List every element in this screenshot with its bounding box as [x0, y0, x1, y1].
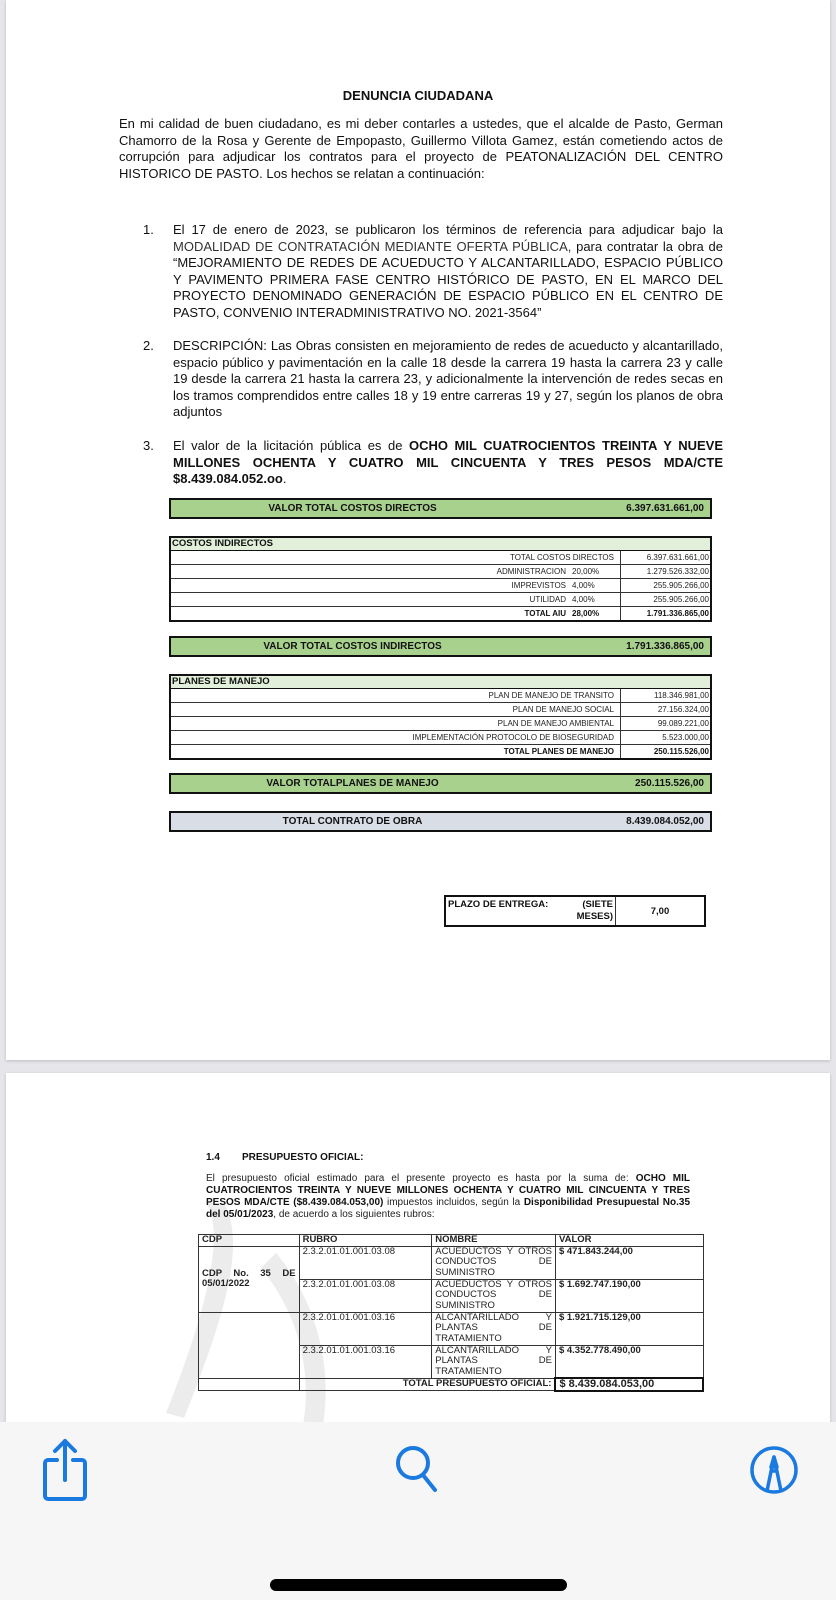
row-value: 27.156.324,00 [620, 703, 710, 716]
nombre-cell: ACUEDUCTOS Y OTROS CONDUCTOS DE SUMINISTRO [432, 1279, 556, 1312]
plazo-entrega-box [444, 895, 706, 927]
plazo-note-line2: MESES) [576, 911, 613, 922]
share-button[interactable] [40, 1442, 90, 1498]
search-icon [393, 1442, 443, 1498]
rubro-cell: 2.3.2.01.01.001.03.16 [299, 1312, 432, 1345]
rubro-cell: 2.3.2.01.01.001.03.08 [299, 1246, 432, 1279]
list-number: 1. [143, 222, 154, 237]
plazo-value: 7,00 [650, 905, 670, 917]
planes-manejo-bar [169, 773, 712, 794]
row-label: ADMINISTRACION [496, 567, 566, 576]
bar-value: 1.791.336.865,00 [626, 641, 704, 652]
costos-indirectos-bar [169, 636, 712, 657]
row-label: TOTAL COSTOS DIRECTOS [509, 553, 614, 562]
table-header: COSTOS INDIRECTOS [171, 538, 710, 551]
column-header-nombre: NOMBRE [432, 1235, 556, 1247]
nombre-cell: ALCANTARILLADO Y PLANTAS DE TRATAMIENTO [432, 1345, 556, 1378]
bar-label: TOTAL CONTRATO DE OBRA [282, 816, 423, 827]
nombre-cell: ALCANTARILLADO Y PLANTAS DE TRATAMIENTO [432, 1312, 556, 1345]
total-value: $ 8.439.084.053,00 [555, 1378, 703, 1391]
list-number: 3. [143, 438, 154, 453]
row-value: 118.346.981,00 [620, 689, 710, 702]
valor-cell: $ 1.692.747.190,00 [555, 1279, 703, 1312]
bar-label: VALOR TOTAL COSTOS DIRECTOS [268, 503, 437, 514]
section-number: 1.4 [206, 1152, 220, 1163]
row-value: 255.905.266,00 [620, 593, 710, 606]
table-total-row [171, 745, 710, 758]
total-empty-cell [199, 1378, 300, 1391]
total-contrato-bar [169, 811, 712, 832]
table-total-row [199, 1378, 704, 1391]
cdp-cell-empty [199, 1312, 300, 1378]
table-row [171, 551, 710, 565]
row-label: PLAN DE MANEJO DE TRANSITO [488, 691, 614, 700]
rubro-cell: 2.3.2.01.01.001.03.08 [299, 1279, 432, 1312]
paragraph-cdp-ref: Disponibilidad Presupuestal No.35 del 05/01/2023 [206, 1197, 691, 1220]
row-percent: 28,00% [572, 609, 600, 618]
costos-indirectos-table [169, 536, 712, 622]
plazo-note-line1: (SIETE [582, 899, 613, 910]
markup-button[interactable] [749, 1442, 799, 1498]
table-total-row [171, 607, 710, 620]
table-row [171, 703, 710, 717]
column-header-cdp: CDP [199, 1235, 300, 1247]
table-row [171, 717, 710, 731]
document-page-1 [6, 0, 830, 1060]
list-item-3 [143, 438, 723, 488]
bar-value: 8.439.084.052,00 [626, 816, 704, 827]
item-text-amount: OCHO MIL CUATROCIENTOS TREINTA Y NUEVE MILLONES OCHENTA Y CUATRO MIL CINCUENTA Y TRES PESOS MDA/CTE $8.439.084.052.oo [173, 438, 723, 486]
row-value: 250.115.526,00 [620, 745, 710, 758]
rubro-cell: 2.3.2.01.01.001.03.16 [299, 1345, 432, 1378]
table-row [199, 1312, 704, 1345]
section-title: PRESUPUESTO OFICIAL: [242, 1152, 364, 1163]
presupuesto-paragraph [206, 1173, 690, 1221]
plazo-label: PLAZO DE ENTREGA: [448, 899, 549, 910]
row-value: 1.279.526.332,00 [620, 565, 710, 578]
list-item-1 [143, 222, 723, 321]
markup-pen-icon [749, 1445, 799, 1495]
valor-cell: $ 1.921.715.129,00 [555, 1312, 703, 1345]
row-label: TOTAL AIU [524, 609, 566, 618]
intro-paragraph: En mi calidad de buen ciudadano, es mi deber contarles a ustedes, que el alcalde de Pasto, German Chamorro de la Rosa y Gerente de Empopasto, Guillermo Villota Gamez, están cometiendo actos de corrupción para adjudicar los contratos para el proyecto de PEATONALIZACIÓN DEL CENTRO HISTORICO DE PASTO. Los hechos se relatan a continuación: [119, 116, 723, 181]
row-label: UTILIDAD [529, 595, 566, 604]
item-text-modalidad: MODALIDAD DE CONTRATACIÓN MEDIANTE OFERTA PÚBLICA, [173, 238, 572, 254]
bottom-toolbar [0, 1422, 836, 1600]
row-label: PLAN DE MANEJO AMBIENTAL [497, 719, 614, 728]
search-button[interactable] [393, 1442, 443, 1498]
total-label: TOTAL PRESUPUESTO OFICIAL: [299, 1378, 555, 1391]
document-page-2 [6, 1073, 830, 1433]
column-header-rubro: RUBRO [299, 1235, 432, 1247]
row-percent: 4,00% [572, 581, 595, 590]
row-percent: 20,00% [572, 567, 600, 576]
planes-manejo-table [169, 674, 712, 760]
document-title: DENUNCIA CIUDADANA [342, 88, 494, 103]
row-value: 5.523.000,00 [620, 731, 710, 744]
table-row [171, 593, 710, 607]
paragraph-amount: OCHO MIL CUATROCIENTOS TREINTA Y NUEVE MILLONES OCHENTA Y CUATRO MIL CINCUENTA Y TRES PESOS MDA/CTE ($8.439.084.053,00) [206, 1173, 691, 1208]
row-label: IMPLEMENTACIÓN PROTOCOLO DE BIOSEGURIDAD [412, 733, 614, 742]
row-value: 1.791.336.865,00 [620, 607, 710, 620]
table-row [199, 1246, 704, 1279]
list-number: 2. [143, 338, 154, 353]
list-item-2 [143, 338, 723, 421]
item-text: . [282, 471, 287, 486]
row-value: 99.089.221,00 [620, 717, 710, 730]
section-heading [206, 1152, 364, 1163]
table-row [171, 731, 710, 745]
row-value: 6.397.631.661,00 [620, 551, 710, 564]
column-header-valor: VALOR [555, 1235, 703, 1247]
row-label: PLAN DE MANEJO SOCIAL [512, 705, 614, 714]
costos-directos-bar [169, 498, 712, 519]
cdp-cell: CDP No. 35 DE 05/01/2022 [199, 1246, 300, 1312]
item-text: para contratar la obra de “MEJORAMIENTO DE REDES DE ACUEDUCTO Y ALCANTARILLADO, ESPACIO PÚBLICO Y PAVIMENTO PRIMERA FASE CENTRO HISTÓRICO DE PASTO, EN EL MARCO DEL PROYECTO DENOMINADO GENERACIÓN DE ESPACIO PÚBLICO EN EL CENTRO DE PASTO, CONVENIO INTERADMINISTRATIVO NO. 2021-3564” [173, 238, 723, 320]
share-icon [40, 1438, 90, 1502]
bar-value: 250.115.526,00 [635, 778, 704, 789]
row-value: 255.905.266,00 [620, 579, 710, 592]
table-row [171, 565, 710, 579]
valor-cell: $ 4.352.778.490,00 [555, 1345, 703, 1378]
table-row [171, 579, 710, 593]
valor-cell: $ 471.843.244,00 [555, 1246, 703, 1279]
bar-label: VALOR TOTAL COSTOS INDIRECTOS [263, 641, 442, 652]
bar-value: 6.397.631.661,00 [626, 503, 704, 514]
home-indicator[interactable] [270, 1579, 567, 1591]
table-row [171, 689, 710, 703]
row-label: IMPREVISTOS [511, 581, 566, 590]
table-header: PLANES DE MANEJO [171, 676, 710, 689]
bar-label: VALOR TOTALPLANES DE MANEJO [266, 778, 439, 789]
nombre-cell: ACUEDUCTOS Y OTROS CONDUCTOS DE SUMINISTRO [432, 1246, 556, 1279]
item-text: DESCRIPCIÓN: Las Obras consisten en mejoramiento de redes de acueducto y alcantarillado, espacio público y pavimentación en la calle 18 desde la carrera 19 hasta la carrera 23 y calle 19 desde la carrera 21 hasta la carrera 23, y adicionalmente la intervención de redes secas en los tramos comprendidos entre calles 18 y 19 entre carreras 19 y 27, según los planos de obra adjuntos [173, 338, 723, 419]
plazo-note [577, 899, 613, 923]
item-text: El 17 de enero de 2023, se publicaron los términos de referencia para adjudicar bajo la [173, 222, 723, 237]
item-text: El valor de la licitación pública es de [173, 438, 409, 453]
paragraph-text: El presupuesto oficial estimado para el presente proyecto es hasta por la suma de: [206, 1173, 636, 1184]
presupuesto-table [198, 1234, 704, 1392]
paragraph-text: , de acuerdo a los siguientes rubros: [273, 1209, 435, 1220]
row-label: TOTAL PLANES DE MANEJO [503, 747, 614, 756]
paragraph-text: impuestos incluidos, según la [383, 1197, 524, 1208]
row-percent: 4,00% [572, 595, 595, 604]
table-header-row [199, 1235, 704, 1247]
